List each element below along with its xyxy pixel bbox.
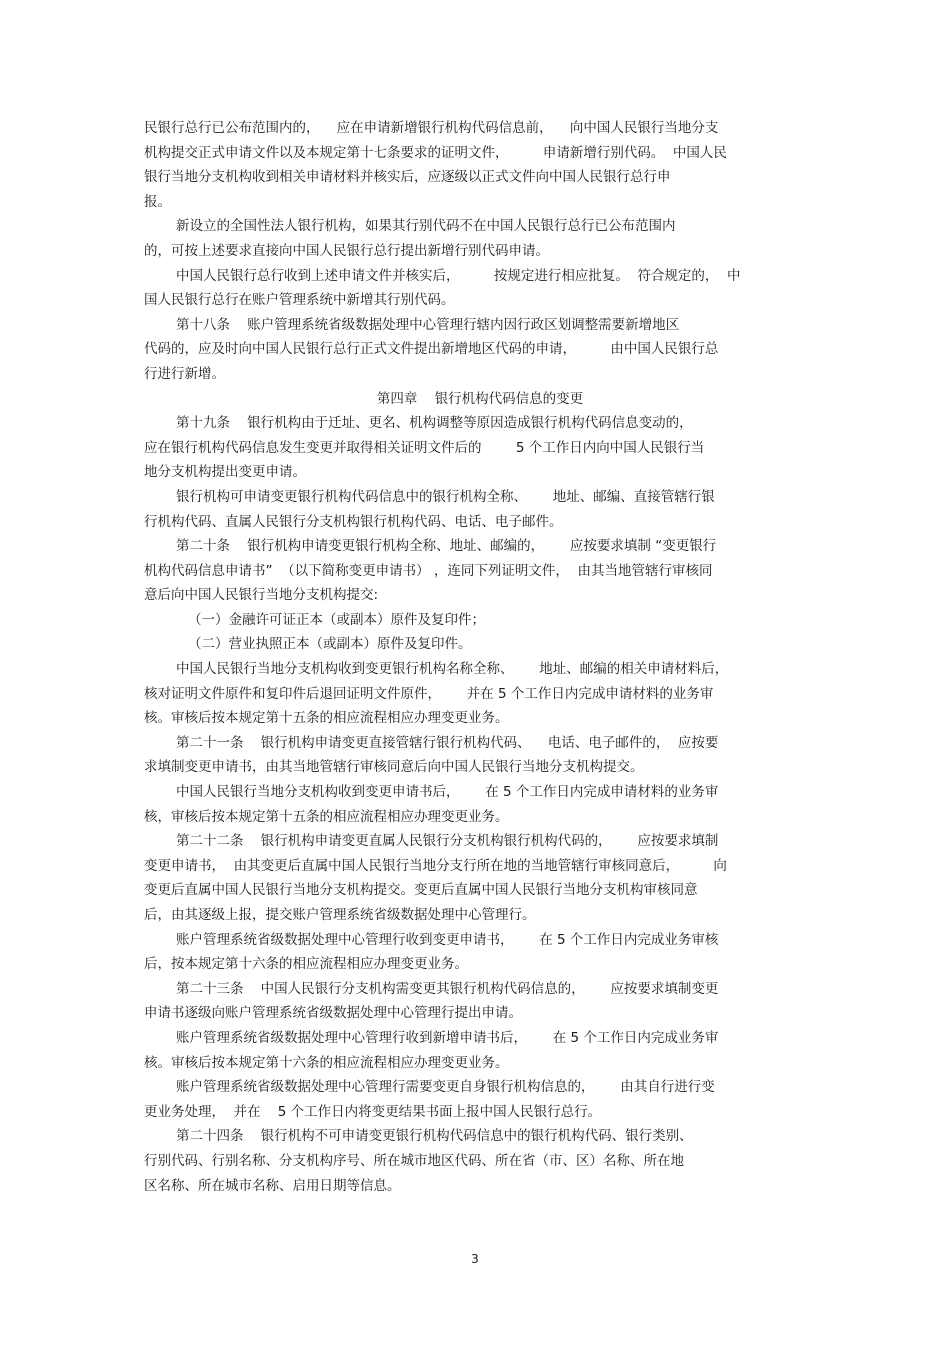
text-line: （一）金融许可证正本（或副本）原件及复印件； <box>188 611 485 628</box>
text-line: 第二十二条 银行机构申请变更直属人民银行分支机构银行机构代码的， 应按要求填制 <box>176 833 719 850</box>
text-line: 后，由其逐级上报，提交账户管理系统省级数据处理中心管理行。 <box>144 907 536 923</box>
text-line: 申请书逐级向账户管理系统省级数据处理中心管理行提出申请。 <box>144 1005 522 1022</box>
text-line: 报。 <box>144 193 171 210</box>
text-line: 行进行新增。 <box>144 365 225 382</box>
document-body <box>144 116 816 1198</box>
text-line: 后，按本规定第十六条的相应流程相应办理变更业务。 <box>144 956 468 973</box>
text-line: 核。审核后按本规定第十六条的相应流程相应办理变更业务。 <box>144 1054 509 1071</box>
text-line: 银行当地分支机构收到相关申请材料并核实后，应逐级以正式文件向中国人民银行总行申 <box>144 169 671 186</box>
text-line: 中国人民银行总行收到上述申请文件并核实后， 按规定进行相应批复。 符合规定的， 中 <box>176 267 741 284</box>
text-line: 变更后直属中国人民银行当地分支机构提交。变更后直属中国人民银行当地分支机构审核同意 <box>144 882 698 899</box>
text-line: 代码的，应及时向中国人民银行总行正式文件提出新增地区代码的申请， 由中国人民银行总 <box>144 341 719 358</box>
text-line: 核。审核后按本规定第十五条的相应流程相应办理变更业务。 <box>144 710 509 727</box>
text-line: 核，审核后按本规定第十五条的相应流程相应办理变更业务。 <box>144 808 509 825</box>
text-line: 核对证明文件原件和复印件后退回证明文件原件， 并在 5 个工作日内完成申请材料的业务审 <box>144 685 714 702</box>
text-line: 民银行总行已公布范围内的， 应在申请新增银行机构代码信息前， 向中国人民银行当地分支 <box>144 120 719 136</box>
chapter-heading: 第四章 银行机构代码信息的变更 <box>376 390 584 407</box>
text-line: 求填制变更申请书，由其当地管辖行审核同意后向中国人民银行当地分支机构提交。 <box>144 759 644 776</box>
text-line: 第二十条 银行机构申请变更银行机构全称、地址、邮编的， 应按要求填制 “变更银行 <box>176 538 717 555</box>
text-line: 中国人民银行当地分支机构收到变更申请书后， 在 5 个工作日内完成申请材料的业务审 <box>176 784 719 801</box>
text-line: 第十八条 账户管理系统省级数据处理中心管理行辖内因行政区划调整需要新增地区 <box>176 316 680 333</box>
text-line: 新设立的全国性法人银行机构，如果其行别代码不在中国人民银行总行已公布范围内 <box>176 218 676 235</box>
text-line: 账户管理系统省级数据处理中心管理行需要变更自身银行机构信息的， 由其自行进行变 <box>176 1079 715 1096</box>
text-line: 机构代码信息申请书” （以下简称变更申请书） ，连同下列证明文件， 由其当地管辖行审核同 <box>144 562 713 579</box>
text-line: 行别代码、行别名称、分支机构序号、所在城市地区代码、所在省（市、区）名称、所在地 <box>144 1152 684 1169</box>
text-line: 账户管理系统省级数据处理中心管理行收到变更申请书， 在 5 个工作日内完成业务审核 <box>176 931 719 948</box>
text-line: 变更申请书， 由其变更后直属中国人民银行当地分支行所在地的当地管辖行审核同意后， 向 <box>144 857 727 874</box>
text-line: 第二十一条 银行机构申请变更直接管辖行银行机构代码、 电话、电子邮件的， 应按要 <box>176 734 719 751</box>
text-line: 银行机构可申请变更银行机构代码信息中的银行机构全称、 地址、邮编、直接管辖行银 <box>176 488 715 505</box>
text-line: 第二十四条 银行机构不可申请变更银行机构代码信息中的银行机构代码、银行类别、 <box>176 1128 693 1145</box>
text-line: 机构提交正式申请文件以及本规定第十七条要求的证明文件， 申请新增行别代码。 中国人民 <box>144 144 727 161</box>
text-line: 应在银行机构代码信息发生变更并取得相关证明文件后的 5 个工作日内向中国人民银行当 <box>144 439 705 456</box>
text-line: 第十九条 银行机构由于迁址、更名、机构调整等原因造成银行机构代码信息变动的， <box>176 415 693 432</box>
text-line: （二）营业执照正本（或副本）原件及复印件。 <box>188 636 472 653</box>
page-number: 3 <box>471 1252 479 1266</box>
text-line: 国人民银行总行在账户管理系统中新增其行别代码。 <box>144 292 455 309</box>
text-line: 第二十三条 中国人民银行分支机构需变更其银行机构代码信息的， 应按要求填制变更 <box>176 980 719 997</box>
text-line: 中国人民银行当地分支机构收到变更银行机构名称全称、 地址、邮编的相关申请材料后， <box>176 661 729 678</box>
text-line: 区名称、所在城市名称、启用日期等信息。 <box>144 1177 401 1194</box>
text-line: 地分支机构提出变更申请。 <box>144 464 306 481</box>
text-line: 意后向中国人民银行当地分支机构提交: <box>144 587 379 604</box>
text-line: 账户管理系统省级数据处理中心管理行收到新增申请书后， 在 5 个工作日内完成业务审 <box>176 1029 719 1046</box>
text-line: 的，可按上述要求直接向中国人民银行总行提出新增行别代码申请。 <box>144 242 549 259</box>
text-line: 更业务处理， 并在 5 个工作日内将变更结果书面上报中国人民银行总行。 <box>144 1103 602 1120</box>
text-line: 行机构代码、直属人民银行分支机构银行机构代码、电话、电子邮件。 <box>144 513 563 530</box>
